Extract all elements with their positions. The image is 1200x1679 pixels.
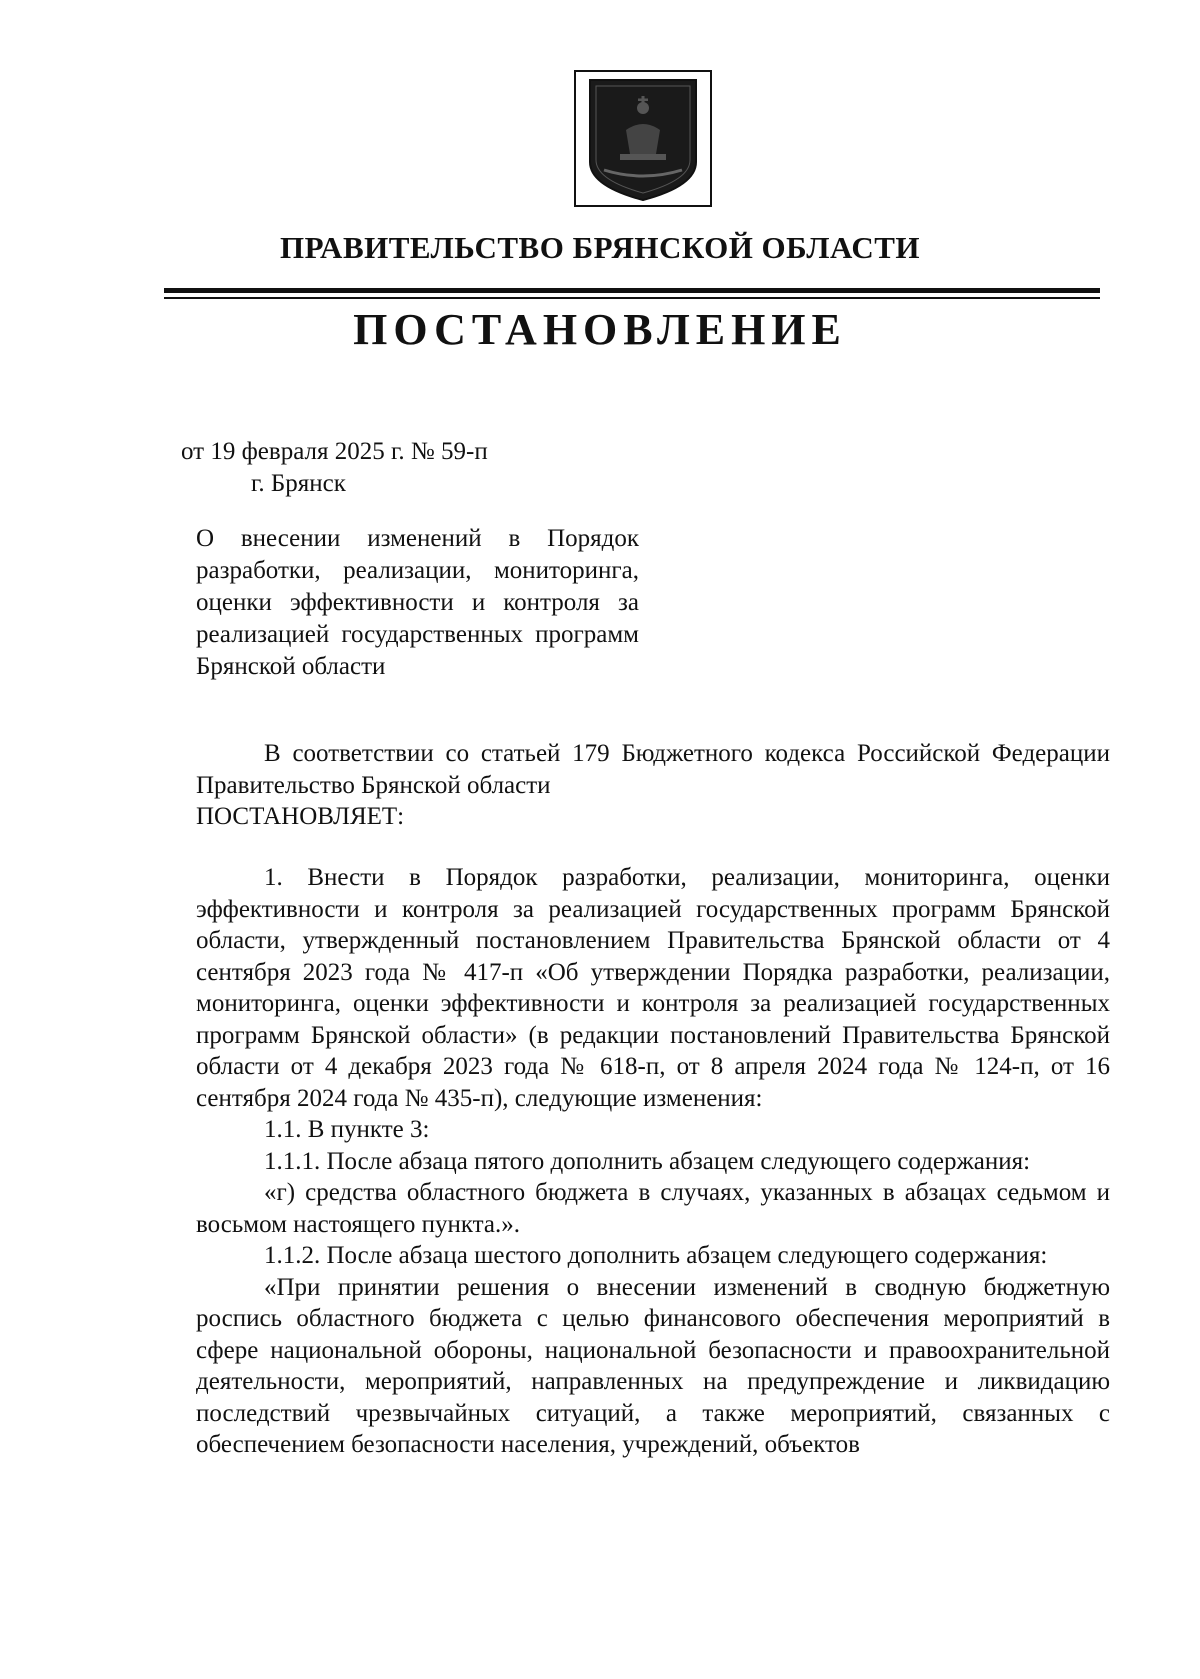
header-rule-thin: [164, 297, 1100, 299]
paragraph-1-1-1: 1.1.1. После абзаца пятого дополнить абзацем следующего содержания:: [264, 1147, 1031, 1175]
city: г. Брянск: [251, 470, 346, 497]
preamble-text: В соответствии со статьей 179 Бюджетного кодекса Российской Федерации Правительство Брянской области: [196, 740, 1110, 799]
header-rule-thick: [164, 288, 1100, 293]
document-subject: О внесении изменений в Порядок разработки, реализации, мониторинга, оценки эффективности и контроля за реализацией государственных программ Брянской области: [196, 525, 639, 680]
organization-title: ПРАВИТЕЛЬСТВО БРЯНСКОЙ ОБЛАСТИ: [279, 230, 921, 265]
paragraph-1-1-2: 1.1.2. После абзаца шестого дополнить абзацем следующего содержания:: [264, 1242, 1048, 1269]
bryansk-coat-of-arms-icon: [586, 78, 700, 202]
date-and-number: от 19 февраля 2025 г. № 59-п: [181, 438, 488, 465]
coat-of-arms: [574, 70, 712, 207]
document-type: ПОСТАНОВЛЕНИЕ: [353, 305, 847, 354]
paragraph-quote-g: «г) средства областного бюджета в случаях, указанных в абзацах седьмом и восьмом настоящего пункта.».: [196, 1179, 1110, 1238]
preamble: [196, 738, 1110, 833]
resolves-word: ПОСТАНОВЛЯЕТ:: [196, 803, 405, 830]
paragraph-quote-budget: «При принятии решения о внесении изменений в сводную бюджетную роспись областного бюджета с целью финансового обеспечения мероприятий в сфере национальной обороны, национальной безопасности и правоохранительной деятельности, мероприятий, направленных на предупреждение и ликвидацию последствий чрезвычайных ситуаций, а также мероприятий, связанных с обеспечением безопасности населения, учреждений, объектов: [196, 1273, 1110, 1458]
paragraph-1-1: 1.1. В пункте 3:: [264, 1116, 430, 1143]
paragraph-1: 1. Внести в Порядок разработки, реализации, мониторинга, оценки эффективности и контроля за реализацией государственных программ Брянской области, утвержденный постановлением Правительства Брянской области от 4 сентября 2023 года № 417-п «Об утверждении Порядка разработки, реализации, мониторинга, оценки эффективности и контроля за реализацией государственных программ Брянской области» (в редакции постановлений Правительства Брянской области от 4 декабря 2023 года № 618-п, от 8 апреля 2024 года № 124-п, от 16 сентября 2024 года № 435-п), следующие изменения:: [196, 864, 1110, 1112]
document-body: [196, 862, 1110, 1461]
